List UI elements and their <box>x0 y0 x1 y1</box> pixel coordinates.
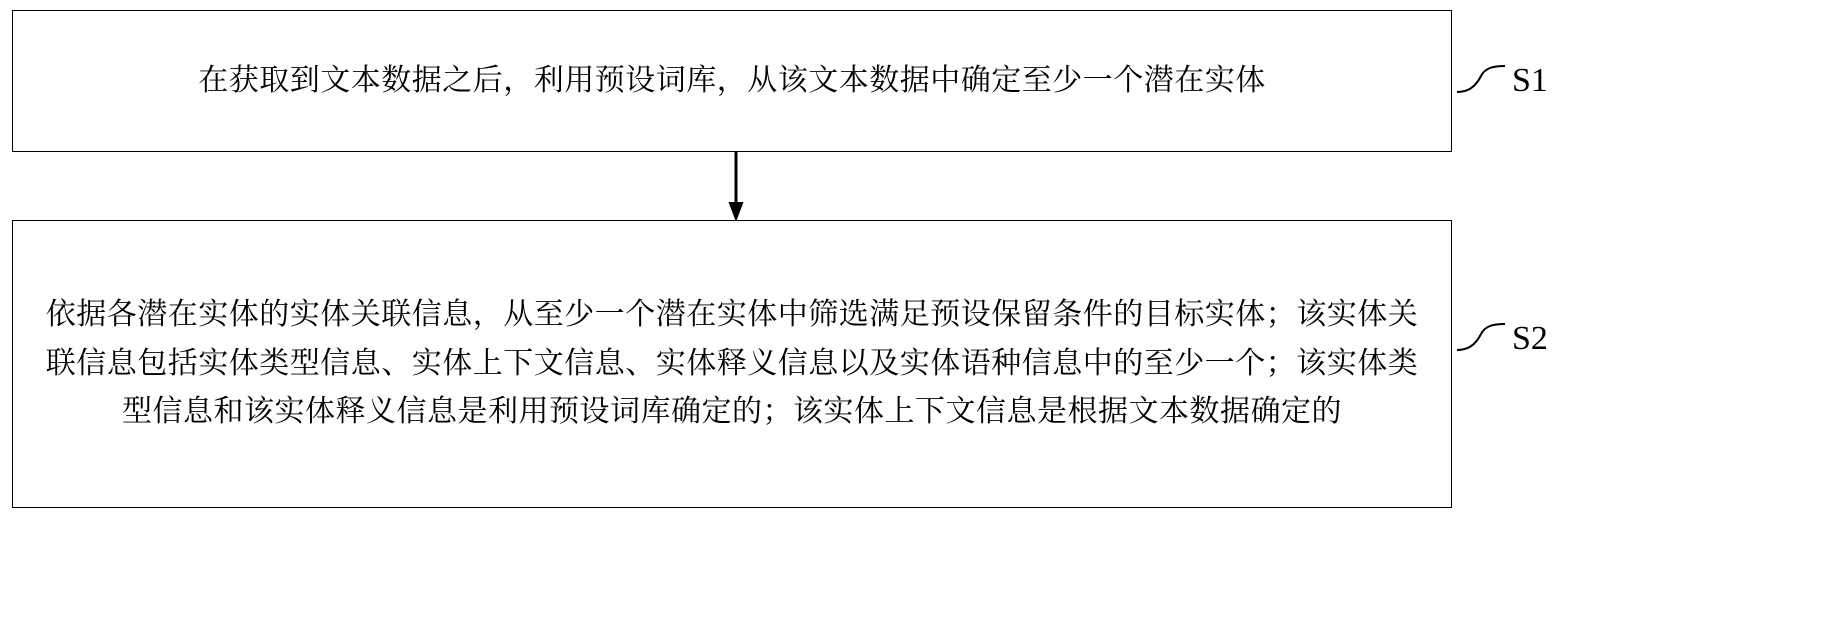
flowchart-step-box-s2 <box>12 220 1452 508</box>
leader-line-s2 <box>1455 320 1507 354</box>
step-label-s1: S1 <box>1512 62 1548 99</box>
flowchart-step-text-s2: 依据各潜在实体的实体关联信息，从至少一个潜在实体中筛选满足预设保留条件的目标实体；该实体关联信息包括实体类型信息、实体上下文信息、实体释义信息以及实体语种信息中的至少一个；该实体类型信息和该实体释义信息是利用预设词库确定的；该实体上下文信息是根据文本数据确定的 <box>45 298 1419 429</box>
flowchart-step-box-s1 <box>12 10 1452 152</box>
down-arrow-icon <box>724 152 748 222</box>
flowchart-step-text-s1: 在获取到文本数据之后，利用预设词库，从该文本数据中确定至少一个潜在实体 <box>198 63 1266 97</box>
step-label-s2: S2 <box>1512 320 1548 357</box>
leader-line-s1 <box>1455 62 1507 96</box>
